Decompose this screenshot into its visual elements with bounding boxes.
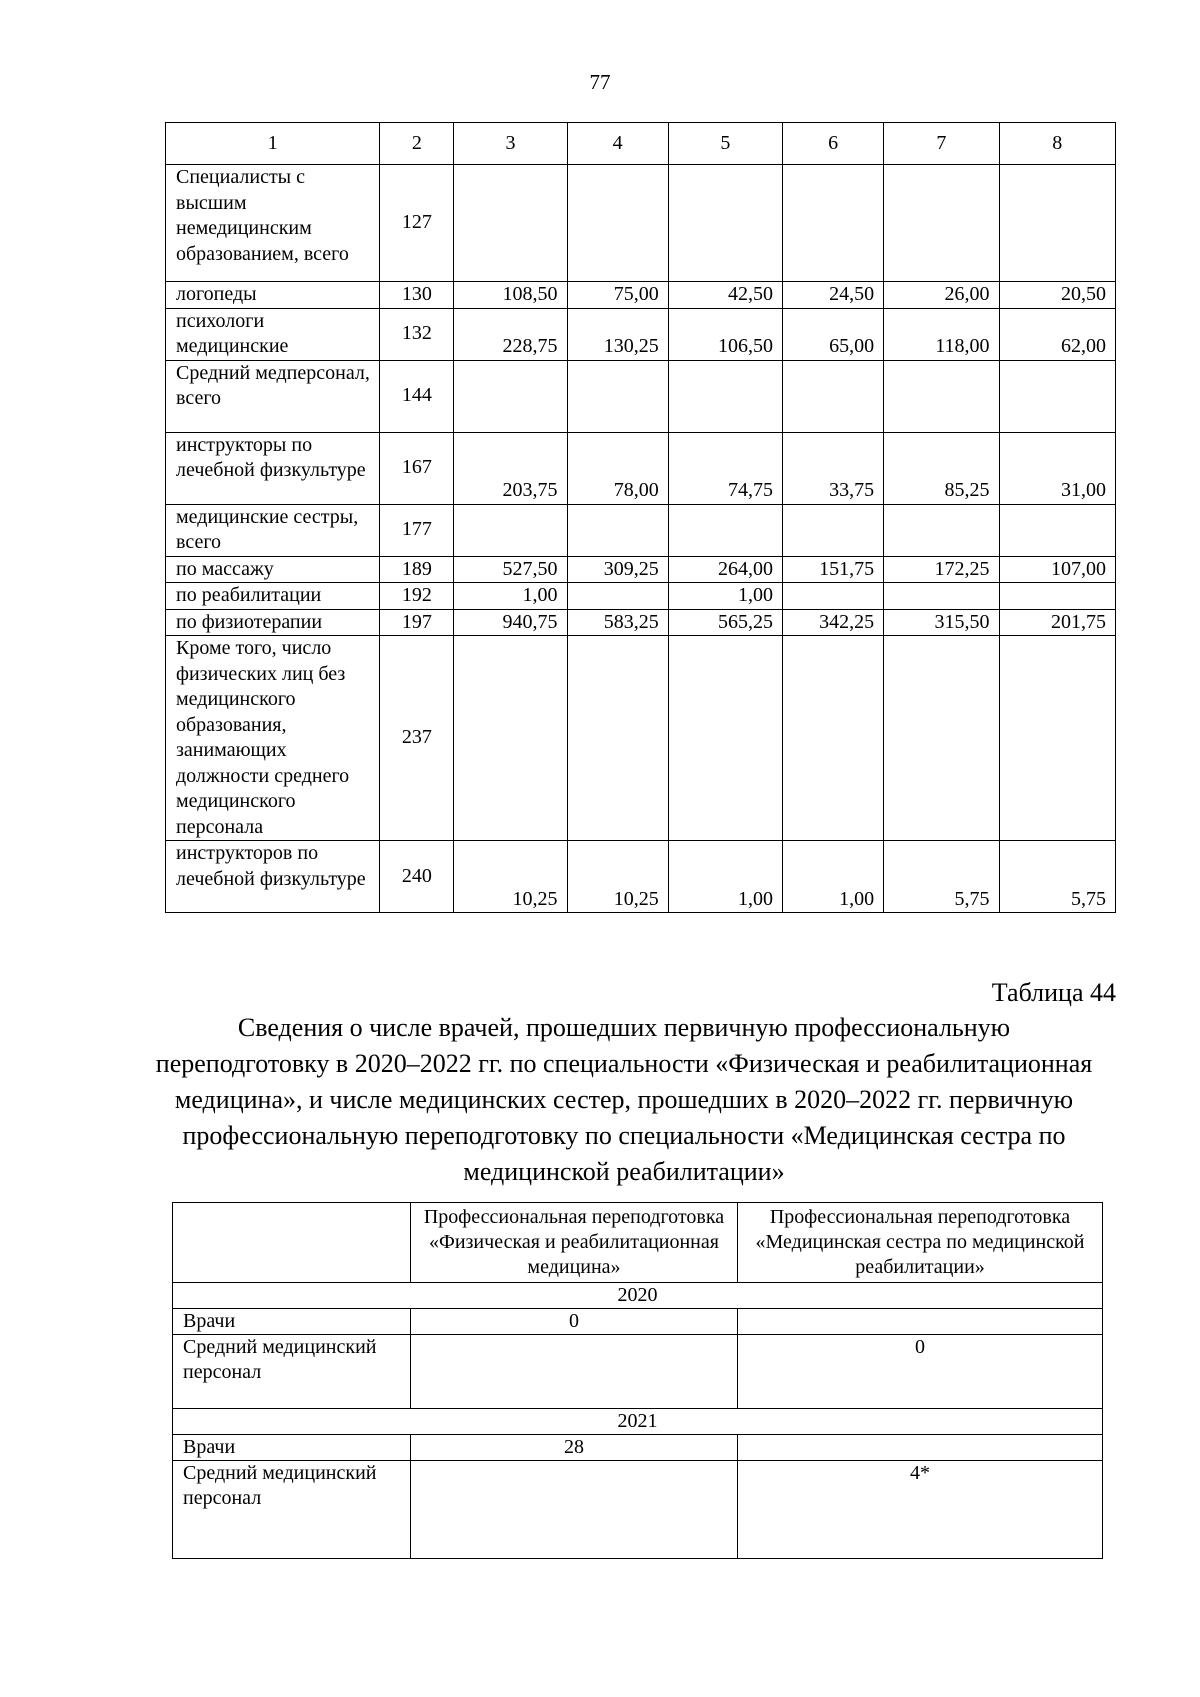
year-label: 2021 bbox=[173, 1409, 1103, 1435]
row-label: Врачи bbox=[173, 1435, 411, 1461]
value-cell bbox=[567, 504, 668, 556]
value-cell: 315,50 bbox=[884, 609, 999, 636]
table-row bbox=[166, 360, 1116, 432]
year-row bbox=[173, 1409, 1103, 1435]
row-code: 144 bbox=[380, 360, 454, 432]
value-cell: 309,25 bbox=[567, 556, 668, 583]
value-cell: 527,50 bbox=[454, 556, 567, 583]
table-header-row bbox=[173, 1203, 1103, 1283]
value-cell: 10,25 bbox=[567, 841, 668, 913]
table-row bbox=[166, 556, 1116, 583]
value-cell: 1,00 bbox=[668, 583, 782, 610]
table-row bbox=[166, 432, 1116, 504]
value-cell: 10,25 bbox=[454, 841, 567, 913]
value-cell: 0 bbox=[411, 1309, 738, 1335]
column-header: Профессиональная переподготовка «Медицинская сестра по медицинской реабилитации» bbox=[738, 1203, 1103, 1283]
value-cell bbox=[567, 165, 668, 282]
value-cell: 26,00 bbox=[884, 282, 999, 309]
value-cell bbox=[999, 360, 1116, 432]
value-cell: 78,00 bbox=[567, 432, 668, 504]
value-cell: 118,00 bbox=[884, 308, 999, 360]
table-row bbox=[173, 1309, 1103, 1335]
row-code: 167 bbox=[380, 432, 454, 504]
value-cell bbox=[668, 504, 782, 556]
column-header bbox=[173, 1203, 411, 1283]
value-cell: 201,75 bbox=[999, 609, 1116, 636]
row-label: инструкторов по лечебной физкультуре bbox=[166, 841, 380, 913]
row-label: Средний медицинский персонал bbox=[173, 1461, 411, 1559]
row-code: 192 bbox=[380, 583, 454, 610]
row-label: инструкторы по лечебной физкультуре bbox=[166, 432, 380, 504]
value-cell: 65,00 bbox=[782, 308, 883, 360]
value-cell bbox=[454, 636, 567, 841]
value-cell: 172,25 bbox=[884, 556, 999, 583]
value-cell bbox=[454, 504, 567, 556]
value-cell: 75,00 bbox=[567, 282, 668, 309]
row-label: психологи медицинские bbox=[166, 308, 380, 360]
value-cell bbox=[738, 1309, 1103, 1335]
value-cell: 1,00 bbox=[668, 841, 782, 913]
value-cell: 74,75 bbox=[668, 432, 782, 504]
value-cell bbox=[999, 583, 1116, 610]
value-cell bbox=[884, 504, 999, 556]
value-cell bbox=[884, 165, 999, 282]
column-header: 4 bbox=[567, 123, 668, 165]
value-cell: 1,00 bbox=[454, 583, 567, 610]
row-label: Средний медперсонал, всего bbox=[166, 360, 380, 432]
column-header: 6 bbox=[782, 123, 883, 165]
value-cell bbox=[884, 360, 999, 432]
value-cell: 85,25 bbox=[884, 432, 999, 504]
value-cell: 24,50 bbox=[782, 282, 883, 309]
value-cell: 0 bbox=[738, 1335, 1103, 1409]
row-label: по физиотерапии bbox=[166, 609, 380, 636]
table-row bbox=[166, 636, 1116, 841]
value-cell: 108,50 bbox=[454, 282, 567, 309]
value-cell bbox=[782, 636, 883, 841]
column-header: Профессиональная переподготовка «Физическая и реабилитационная медицина» bbox=[411, 1203, 738, 1283]
row-label: Специалисты с высшим немедицинским образованием, всего bbox=[166, 165, 380, 282]
value-cell: 4* bbox=[738, 1461, 1103, 1559]
table-44-title: Сведения о числе врачей, прошедших первичную профессиональную переподготовку в 2020–2022 гг. по специальности «Физическая и реабилитационная медицина», и числе медицинских сестер, прошедших в 2020–2022 гг. первичную профессиональную переподготовку по специальности «Медицинская сестра по медицинской реабилитации» bbox=[155, 1013, 1093, 1186]
value-cell: 940,75 bbox=[454, 609, 567, 636]
row-label: Врачи bbox=[173, 1309, 411, 1335]
value-cell: 583,25 bbox=[567, 609, 668, 636]
row-code: 127 bbox=[380, 165, 454, 282]
column-header: 1 bbox=[166, 123, 380, 165]
row-label: по реабилитации bbox=[166, 583, 380, 610]
value-cell bbox=[454, 360, 567, 432]
year-label: 2020 bbox=[173, 1283, 1103, 1309]
table-row bbox=[166, 609, 1116, 636]
row-label: медицинские сестры, всего bbox=[166, 504, 380, 556]
row-label: логопеды bbox=[166, 282, 380, 309]
value-cell: 5,75 bbox=[999, 841, 1116, 913]
value-cell: 107,00 bbox=[999, 556, 1116, 583]
value-cell bbox=[999, 504, 1116, 556]
retraining-table bbox=[172, 1202, 1103, 1559]
value-cell bbox=[782, 360, 883, 432]
row-code: 177 bbox=[380, 504, 454, 556]
value-cell: 565,25 bbox=[668, 609, 782, 636]
table-row bbox=[173, 1461, 1103, 1559]
year-row bbox=[173, 1283, 1103, 1309]
value-cell: 106,50 bbox=[668, 308, 782, 360]
table-row bbox=[173, 1335, 1103, 1409]
row-label: Средний медицинский персонал bbox=[173, 1335, 411, 1409]
row-code: 132 bbox=[380, 308, 454, 360]
value-cell bbox=[567, 636, 668, 841]
value-cell bbox=[884, 636, 999, 841]
table-44-label: Таблица 44 bbox=[991, 978, 1116, 1007]
value-cell bbox=[411, 1335, 738, 1409]
value-cell bbox=[999, 165, 1116, 282]
table-row bbox=[166, 282, 1116, 309]
table-row bbox=[166, 583, 1116, 610]
column-header: 2 bbox=[380, 123, 454, 165]
value-cell bbox=[782, 504, 883, 556]
page-number: 77 bbox=[589, 70, 611, 94]
value-cell: 62,00 bbox=[999, 308, 1116, 360]
value-cell: 1,00 bbox=[782, 841, 883, 913]
value-cell bbox=[454, 165, 567, 282]
value-cell bbox=[668, 165, 782, 282]
value-cell: 342,25 bbox=[782, 609, 883, 636]
value-cell: 42,50 bbox=[668, 282, 782, 309]
table-header-row bbox=[166, 123, 1116, 165]
value-cell: 228,75 bbox=[454, 308, 567, 360]
value-cell bbox=[668, 636, 782, 841]
row-code: 197 bbox=[380, 609, 454, 636]
value-cell: 31,00 bbox=[999, 432, 1116, 504]
column-header: 7 bbox=[884, 123, 999, 165]
column-header: 8 bbox=[999, 123, 1116, 165]
table-row bbox=[166, 308, 1116, 360]
value-cell bbox=[738, 1435, 1103, 1461]
value-cell bbox=[999, 636, 1116, 841]
value-cell: 130,25 bbox=[567, 308, 668, 360]
row-code: 240 bbox=[380, 841, 454, 913]
staff-table bbox=[165, 122, 1116, 913]
value-cell: 264,00 bbox=[668, 556, 782, 583]
column-header: 5 bbox=[668, 123, 782, 165]
value-cell bbox=[884, 583, 999, 610]
row-label: Кроме того, число физических лиц без медицинского образования, занимающих должности среднего медицинского персонала bbox=[166, 636, 380, 841]
table-row bbox=[173, 1435, 1103, 1461]
value-cell bbox=[567, 583, 668, 610]
row-code: 130 bbox=[380, 282, 454, 309]
row-label: по массажу bbox=[166, 556, 380, 583]
value-cell bbox=[782, 583, 883, 610]
value-cell: 28 bbox=[411, 1435, 738, 1461]
row-code: 189 bbox=[380, 556, 454, 583]
row-code: 237 bbox=[380, 636, 454, 841]
value-cell bbox=[782, 165, 883, 282]
table-row bbox=[166, 165, 1116, 282]
value-cell bbox=[668, 360, 782, 432]
value-cell bbox=[411, 1461, 738, 1559]
value-cell: 20,50 bbox=[999, 282, 1116, 309]
table-row bbox=[166, 841, 1116, 913]
value-cell: 151,75 bbox=[782, 556, 883, 583]
value-cell: 5,75 bbox=[884, 841, 999, 913]
table-row bbox=[166, 504, 1116, 556]
value-cell: 203,75 bbox=[454, 432, 567, 504]
value-cell: 33,75 bbox=[782, 432, 883, 504]
value-cell bbox=[567, 360, 668, 432]
column-header: 3 bbox=[454, 123, 567, 165]
